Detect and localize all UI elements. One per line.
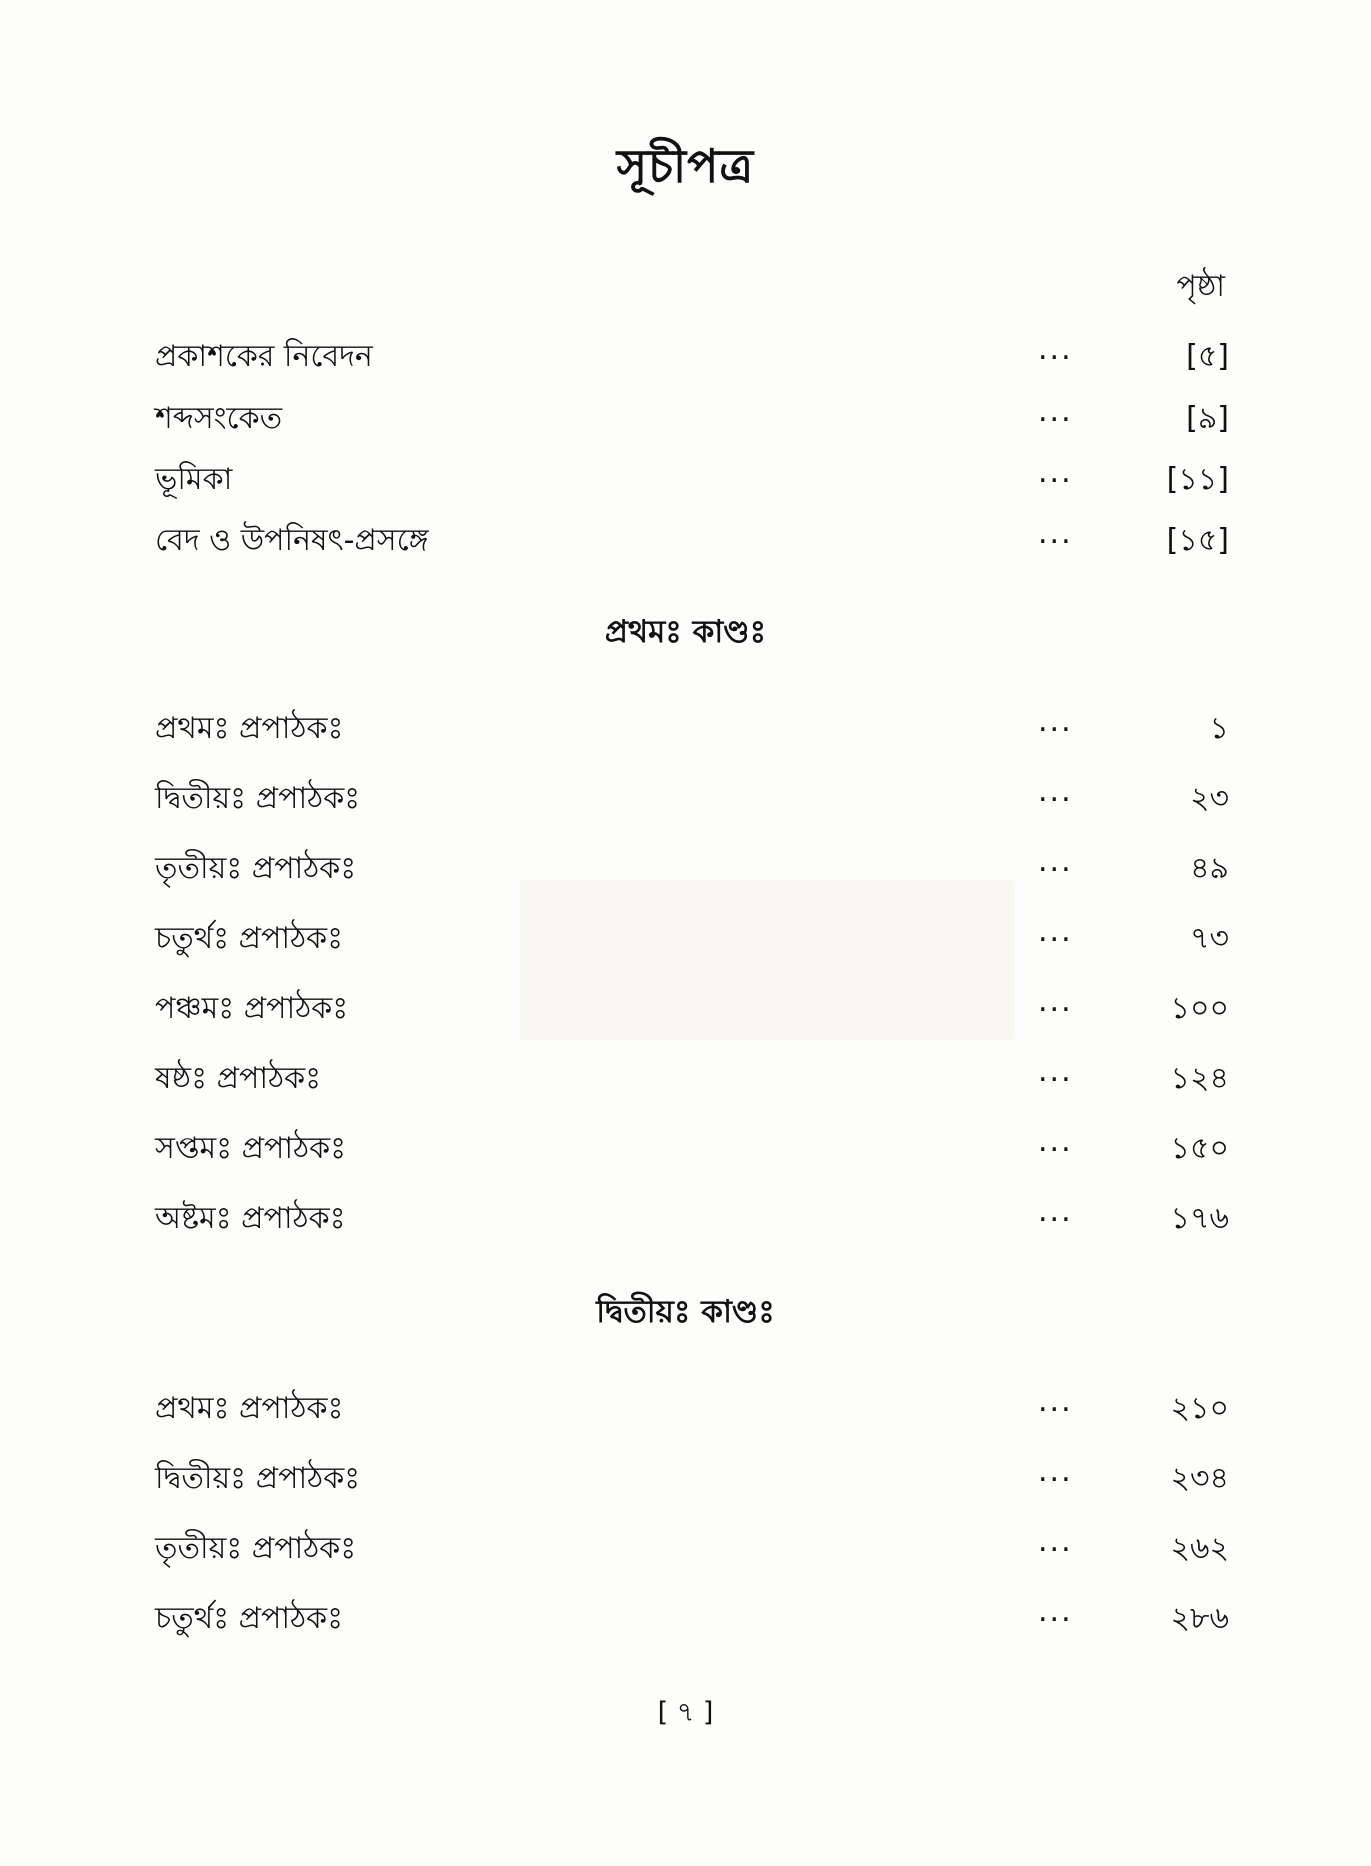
- leader-dots: ...: [1038, 844, 1073, 879]
- toc-entry: [0, 774, 1371, 818]
- entry-page: [৫]: [1186, 339, 1229, 374]
- entry-label: প্রথমঃ প্রপাঠকঃ: [155, 711, 344, 746]
- toc-entry: [0, 844, 1371, 888]
- section-heading: দ্বিতীয়ঃ কাণ্ডঃ: [596, 1294, 775, 1330]
- entry-page: ১৭৬: [1170, 1201, 1229, 1236]
- leader-dots: ...: [1038, 1594, 1073, 1629]
- entry-page: ১৫০: [1170, 1131, 1229, 1166]
- entry-page: ২৩৪: [1170, 1461, 1229, 1496]
- entry-page: ১২৪: [1170, 1061, 1229, 1096]
- entry-label: শব্দসংকেত: [155, 401, 283, 436]
- entry-page: ২৮৬: [1170, 1601, 1229, 1636]
- leader-dots: ...: [1038, 1054, 1073, 1089]
- page-title: সূচীপত্র: [616, 139, 755, 193]
- leader-dots: ...: [1038, 455, 1073, 490]
- entry-page: [১১]: [1166, 462, 1229, 497]
- entry-label: প্রথমঃ প্রপাঠকঃ: [155, 1391, 344, 1426]
- toc-entry: [0, 1524, 1371, 1568]
- entry-page: ২৩: [1189, 781, 1229, 816]
- toc-entry: [0, 704, 1371, 748]
- entry-page: ৭৩: [1189, 921, 1229, 956]
- entry-page: [৯]: [1186, 401, 1229, 436]
- entry-label: সপ্তমঃ প্রপাঠকঃ: [155, 1131, 347, 1166]
- toc-entry: [0, 1594, 1371, 1638]
- entry-label: তৃতীয়ঃ প্রপাঠকঃ: [155, 1531, 357, 1566]
- entry-page: ১০০: [1170, 991, 1229, 1026]
- footer-page-number: [ ৭ ]: [657, 1697, 714, 1728]
- leader-dots: ...: [1038, 1124, 1073, 1159]
- entry-label: বেদ ও উপনিষৎ-প্রসঙ্গে: [155, 523, 429, 558]
- toc-entry: [0, 455, 1371, 499]
- entry-label: ষষ্ঠঃ প্রপাঠকঃ: [155, 1061, 322, 1096]
- leader-dots: ...: [1038, 774, 1073, 809]
- toc-entry: [0, 394, 1371, 438]
- toc-entry: [0, 1454, 1371, 1498]
- toc-entry: [0, 914, 1371, 958]
- entry-page: [১৫]: [1166, 523, 1229, 558]
- entry-label: দ্বিতীয়ঃ প্রপাঠকঃ: [155, 1461, 361, 1496]
- entry-page: ২৬২: [1170, 1531, 1229, 1566]
- entry-page: ৪৯: [1190, 851, 1229, 886]
- leader-dots: ...: [1038, 394, 1073, 429]
- leader-dots: ...: [1038, 1194, 1073, 1229]
- entry-page: ১: [1209, 711, 1229, 746]
- entry-label: ভূমিকা: [155, 462, 233, 497]
- entry-label: দ্বিতীয়ঃ প্রপাঠকঃ: [155, 781, 361, 816]
- leader-dots: ...: [1038, 1454, 1073, 1489]
- leader-dots: ...: [1038, 914, 1073, 949]
- leader-dots: ...: [1038, 332, 1073, 367]
- entry-label: পঞ্চমঃ প্রপাঠকঃ: [155, 991, 349, 1026]
- toc-entry: [0, 1194, 1371, 1238]
- leader-dots: ...: [1038, 984, 1073, 1019]
- toc-entry: [0, 1384, 1371, 1428]
- entry-label: অষ্টমঃ প্রপাঠকঃ: [155, 1201, 346, 1236]
- page-column-label: পৃষ্ঠা: [1176, 269, 1225, 304]
- leader-dots: ...: [1038, 704, 1073, 739]
- toc-entry: [0, 1124, 1371, 1168]
- entry-label: প্রকাশকের নিবেদন: [155, 339, 373, 374]
- entry-page: ২১০: [1170, 1391, 1229, 1426]
- toc-entry: [0, 332, 1371, 376]
- toc-entry: [0, 516, 1371, 560]
- section-heading: প্রথমঃ কাণ্ডঃ: [604, 614, 767, 650]
- leader-dots: ...: [1038, 1524, 1073, 1559]
- entry-label: চতুর্থঃ প্রপাঠকঃ: [155, 921, 344, 956]
- leader-dots: ...: [1038, 516, 1073, 551]
- entry-label: চতুর্থঃ প্রপাঠকঃ: [155, 1601, 344, 1636]
- entry-label: তৃতীয়ঃ প্রপাঠকঃ: [155, 851, 357, 886]
- toc-entry: [0, 984, 1371, 1028]
- toc-entry: [0, 1054, 1371, 1098]
- leader-dots: ...: [1038, 1384, 1073, 1419]
